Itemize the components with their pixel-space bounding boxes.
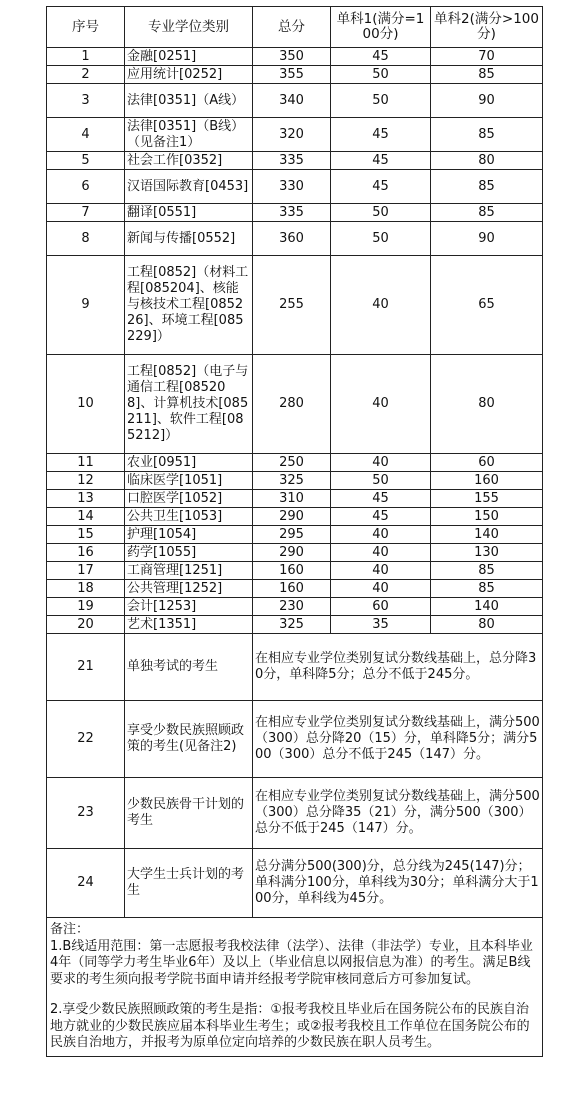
table-row [47,508,543,526]
table-row [47,472,543,490]
row-total: 330 [253,170,331,204]
row-total: 310 [253,490,331,508]
row-total: 335 [253,152,331,170]
row-single2: 160 [431,472,543,490]
row-index: 18 [47,580,125,598]
row-index: 3 [47,84,125,118]
special-index: 22 [47,701,125,778]
row-single2: 65 [431,256,543,355]
header-row [47,7,543,48]
header-single1: 单科1(满分=100分) [331,7,431,48]
table-row [47,204,543,222]
row-category: 工程[0852]（电子与通信工程[085208]、计算机技术[085211]、软件工程[085212]） [125,355,253,454]
row-total: 295 [253,526,331,544]
row-index: 20 [47,616,125,634]
row-category: 工程[0852]（材料工程[085204]、核能与核技术工程[085226]、环境工程[085229]） [125,256,253,355]
table-row [47,616,543,634]
row-index: 2 [47,66,125,84]
special-row [47,634,543,701]
row-category: 药学[1055] [125,544,253,562]
header-total: 总分 [253,7,331,48]
row-category: 金融[0251] [125,48,253,66]
row-category: 应用统计[0252] [125,66,253,84]
table-row [47,170,543,204]
table-row [47,454,543,472]
row-single2: 85 [431,170,543,204]
row-category: 翻译[0551] [125,204,253,222]
row-category: 公共管理[1252] [125,580,253,598]
row-category: 汉语国际教育[0453] [125,170,253,204]
row-single1: 50 [331,222,431,256]
row-single1: 45 [331,508,431,526]
row-index: 19 [47,598,125,616]
special-rule: 在相应专业学位类别复试分数线基础上，总分降30分，单科降5分；总分不低于245分。 [253,634,543,701]
row-single1: 40 [331,454,431,472]
row-single1: 35 [331,616,431,634]
row-index: 6 [47,170,125,204]
header-index: 序号 [47,7,125,48]
row-single2: 155 [431,490,543,508]
special-row [47,849,543,918]
table-row [47,84,543,118]
row-single1: 45 [331,170,431,204]
row-single1: 45 [331,152,431,170]
special-row [47,778,543,849]
row-index: 14 [47,508,125,526]
row-single1: 45 [331,490,431,508]
special-category: 少数民族骨干计划的考生 [125,778,253,849]
row-single2: 85 [431,118,543,152]
row-category: 口腔医学[1052] [125,490,253,508]
row-total: 340 [253,84,331,118]
row-index: 12 [47,472,125,490]
row-index: 4 [47,118,125,152]
row-single1: 40 [331,526,431,544]
row-category: 农业[0951] [125,454,253,472]
header-single2: 单科2(满分>100分) [431,7,543,48]
row-category: 临床医学[1051] [125,472,253,490]
row-index: 8 [47,222,125,256]
row-total: 230 [253,598,331,616]
row-single1: 40 [331,355,431,454]
note-2: 2.享受少数民族照顾政策的考生是指：①报考我校且毕业后在国务院公布的民族自治地方就业的少数民族应届本科毕业生考生；或②报考我校且工作单位在国务院公布的民族自治地方，并报考为原单位定向培养的少数民族在职人员考生。 [50,1002,530,1050]
special-rule: 在相应专业学位类别复试分数线基础上，满分500（300）总分降35（21）分，满分500（300）总分不低于245（147）分。 [253,778,543,849]
special-index: 21 [47,634,125,701]
row-single2: 60 [431,454,543,472]
row-single2: 90 [431,222,543,256]
special-index: 23 [47,778,125,849]
row-category: 工商管理[1251] [125,562,253,580]
row-single1: 45 [331,118,431,152]
row-single2: 140 [431,598,543,616]
table-row [47,598,543,616]
row-total: 320 [253,118,331,152]
special-category: 大学生士兵计划的考生 [125,849,253,918]
row-index: 1 [47,48,125,66]
row-single2: 85 [431,580,543,598]
row-single1: 40 [331,562,431,580]
row-category: 艺术[1351] [125,616,253,634]
table-row [47,66,543,84]
table-row [47,355,543,454]
row-index: 13 [47,490,125,508]
row-index: 5 [47,152,125,170]
row-single1: 50 [331,66,431,84]
row-single2: 140 [431,526,543,544]
row-single2: 85 [431,562,543,580]
row-index: 11 [47,454,125,472]
row-total: 350 [253,48,331,66]
table-row [47,256,543,355]
row-index: 9 [47,256,125,355]
row-single1: 60 [331,598,431,616]
special-category: 享受少数民族照顾政策的考生(见备注2) [125,701,253,778]
row-total: 325 [253,616,331,634]
score-table [46,6,543,1057]
special-category: 单独考试的考生 [125,634,253,701]
row-total: 160 [253,580,331,598]
row-single2: 80 [431,616,543,634]
row-single1: 45 [331,48,431,66]
table-row [47,48,543,66]
row-index: 10 [47,355,125,454]
row-single1: 40 [331,256,431,355]
notes-cell [47,918,543,1057]
special-rule: 总分满分500(300)分，总分线为245(147)分；单科满分100分，单科线为30分；单科满分大于100分，单科线为45分。 [253,849,543,918]
row-total: 325 [253,472,331,490]
row-single2: 85 [431,66,543,84]
table-row [47,222,543,256]
row-total: 255 [253,256,331,355]
table-row [47,544,543,562]
notes-divider [50,988,539,1002]
notes-row [47,918,543,1057]
row-total: 290 [253,508,331,526]
row-category: 护理[1054] [125,526,253,544]
row-total: 290 [253,544,331,562]
row-single2: 130 [431,544,543,562]
row-total: 355 [253,66,331,84]
row-category: 法律[0351]（A线） [125,84,253,118]
table-row [47,490,543,508]
row-total: 335 [253,204,331,222]
row-index: 7 [47,204,125,222]
table-row [47,580,543,598]
row-index: 17 [47,562,125,580]
row-total: 360 [253,222,331,256]
row-single1: 40 [331,544,431,562]
row-single2: 80 [431,355,543,454]
table-body [47,48,543,1057]
row-total: 160 [253,562,331,580]
row-single1: 50 [331,84,431,118]
row-index: 15 [47,526,125,544]
row-single2: 70 [431,48,543,66]
row-total: 250 [253,454,331,472]
row-total: 280 [253,355,331,454]
row-index: 16 [47,544,125,562]
header-category: 专业学位类别 [125,7,253,48]
row-single1: 50 [331,472,431,490]
row-single1: 50 [331,204,431,222]
score-table-sheet [46,6,542,1057]
table-row [47,118,543,152]
table-row [47,562,543,580]
row-single1: 40 [331,580,431,598]
row-single2: 90 [431,84,543,118]
row-category: 社会工作[0352] [125,152,253,170]
table-row [47,526,543,544]
row-category: 公共卫生[1053] [125,508,253,526]
special-index: 24 [47,849,125,918]
row-category: 会计[1253] [125,598,253,616]
note-1: 1.B线适用范围：第一志愿报考我校法律（法学）、法律（非法学）专业，且本科毕业4年（同等学力考生毕业6年）及以上（毕业信息以网报信息为准）的考生。满足B线要求的考生须向报考学院书面申请并经报考学院审核同意后方可参加复试。 [50,938,533,987]
notes-title: 备注： [50,922,90,937]
row-single2: 85 [431,204,543,222]
special-rule: 在相应专业学位类别复试分数线基础上，满分500（300）总分降20（15）分，单科降5分；满分500（300）总分不低于245（147）分。 [253,701,543,778]
row-single2: 150 [431,508,543,526]
special-row [47,701,543,778]
row-category: 新闻与传播[0552] [125,222,253,256]
row-single2: 80 [431,152,543,170]
table-row [47,152,543,170]
row-category: 法律[0351]（B线）（见备注1） [125,118,253,152]
